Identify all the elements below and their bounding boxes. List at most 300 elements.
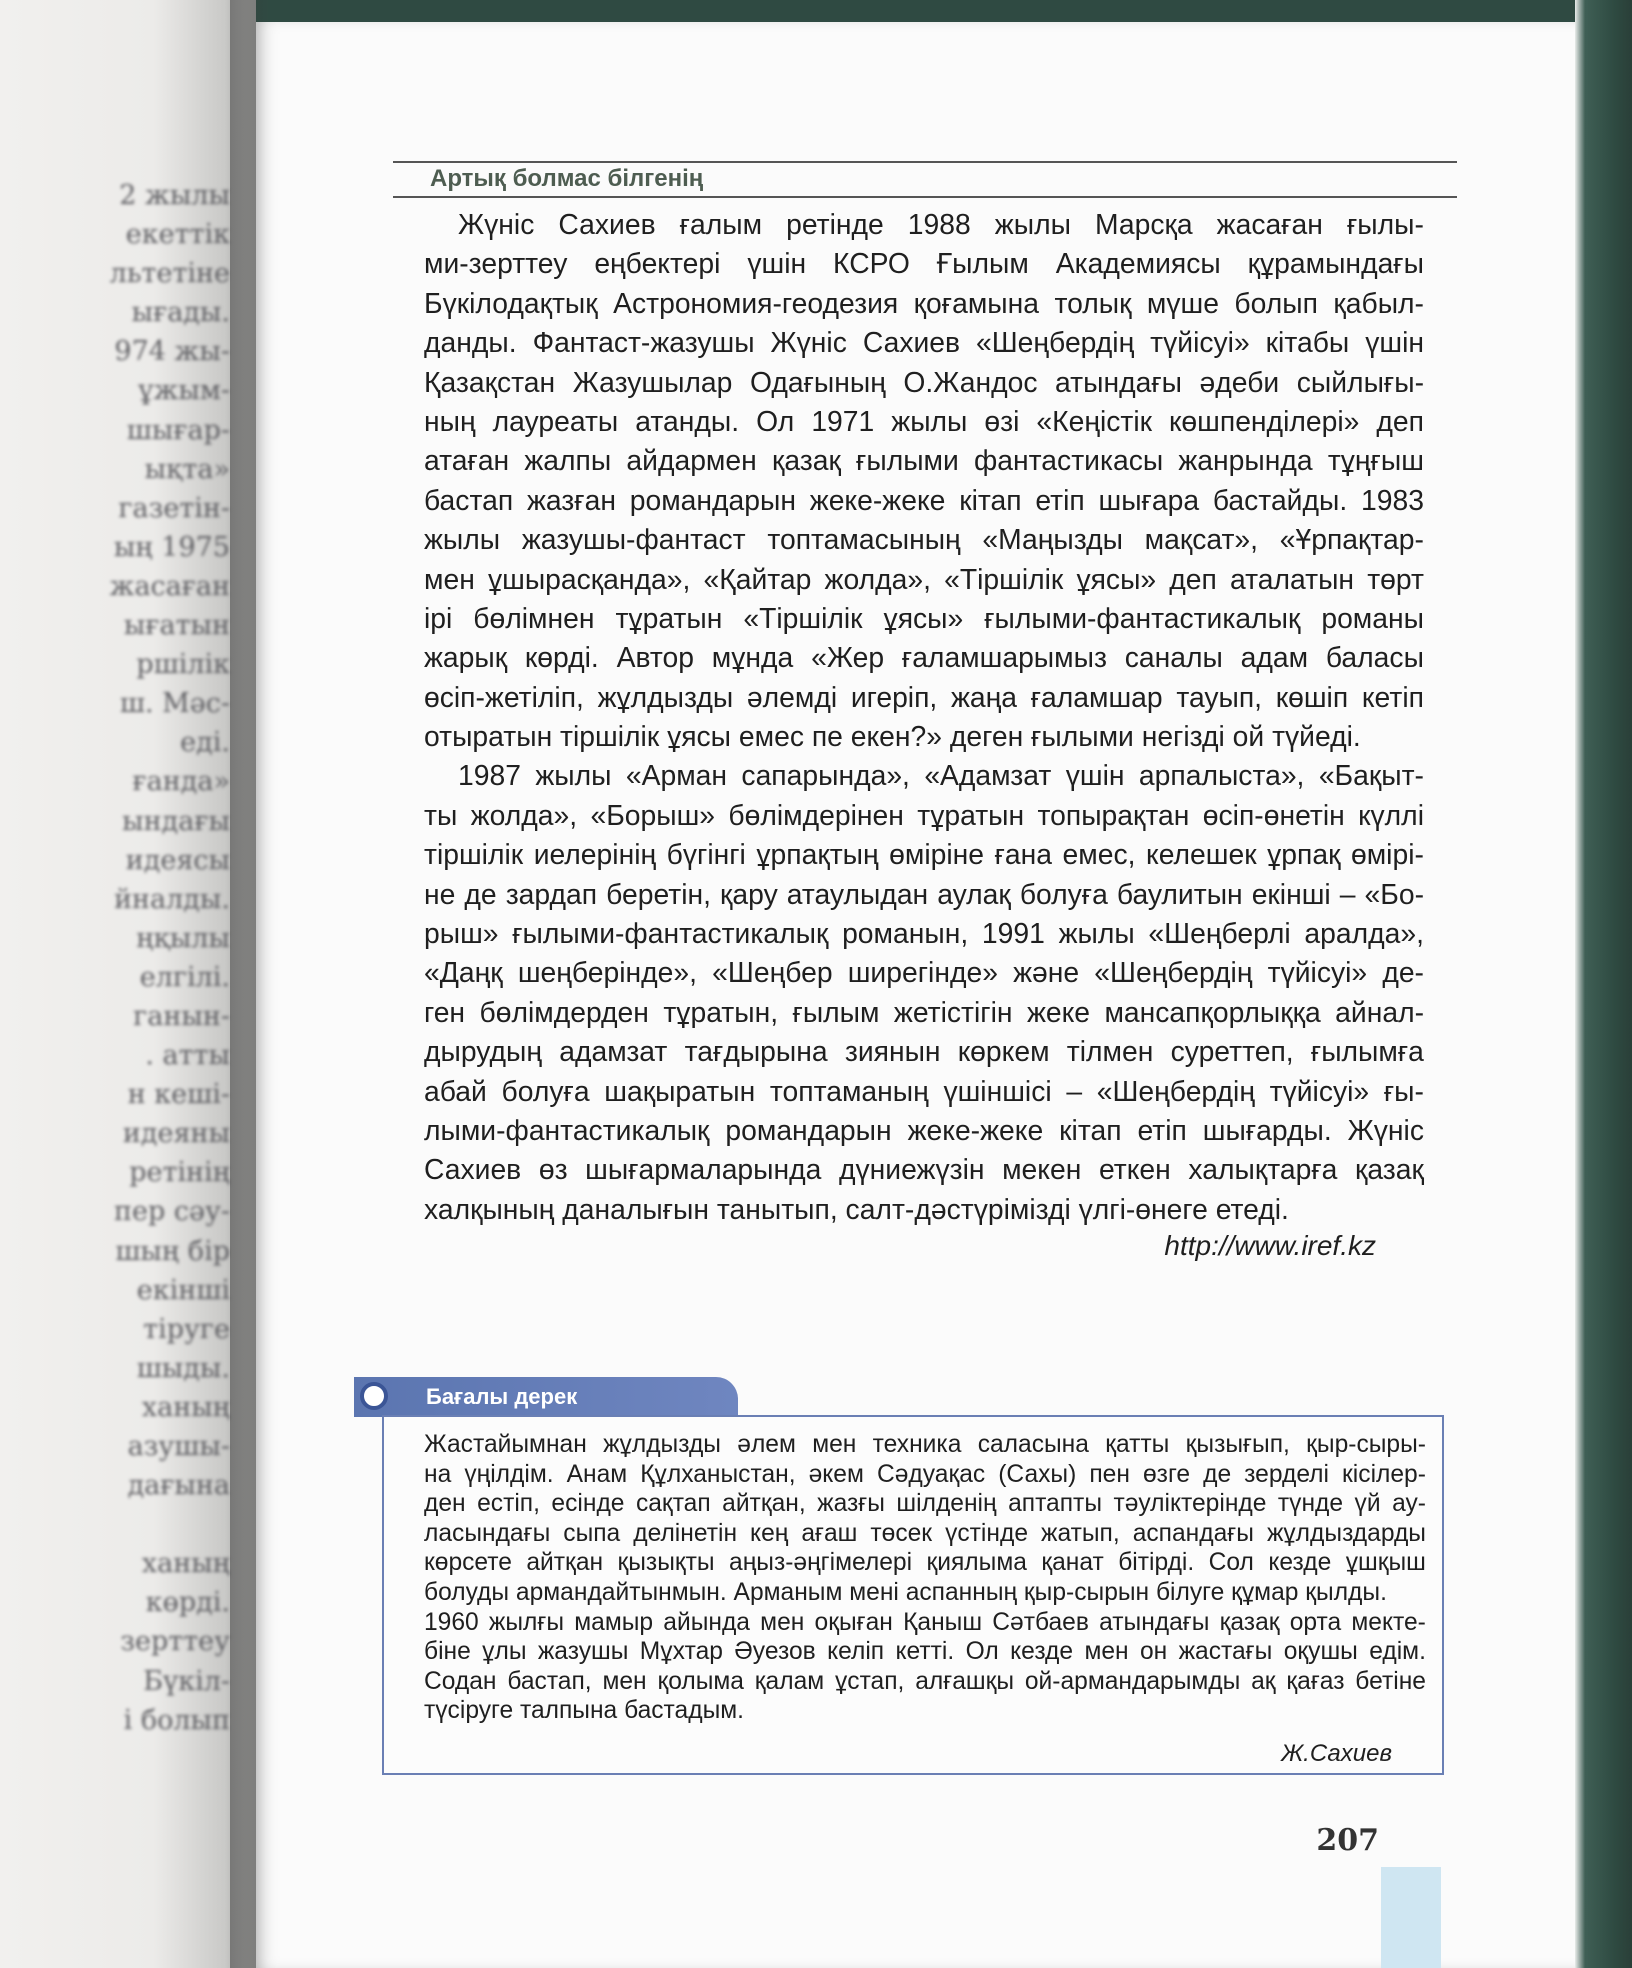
word: айтқан, — [722, 1490, 806, 1518]
word: жұлдыздарды — [1266, 1519, 1426, 1547]
word: жатып, — [1041, 1519, 1120, 1547]
word: үшіншісі — [943, 1074, 1052, 1107]
word: 1987 — [458, 759, 521, 792]
word: кітабы — [1265, 326, 1350, 359]
word: өміріне — [889, 838, 985, 871]
word: «Тіршілік — [944, 562, 1064, 595]
word: сыпа — [563, 1519, 621, 1547]
word: түсіруге талпына бастадым. — [424, 1697, 744, 1725]
word: иелерінің — [533, 838, 657, 871]
text-line — [424, 323, 1424, 362]
word: тұңғыш — [1327, 444, 1424, 477]
word: дүниежүзін — [839, 1153, 985, 1186]
page-color-tab — [1381, 1867, 1441, 1968]
text-line — [424, 205, 1424, 244]
word: «Борыш» — [590, 798, 716, 831]
word: зерделі — [1244, 1460, 1329, 1488]
word: жарық — [424, 641, 508, 674]
word: Әуезов — [734, 1638, 816, 1666]
word: қатты — [1105, 1431, 1170, 1458]
word: шығармаларында — [585, 1153, 822, 1186]
text-line — [424, 244, 1424, 283]
text-line — [424, 875, 1424, 914]
word: О.Жандос — [903, 365, 1038, 398]
word: тіршілік — [424, 838, 524, 871]
word: тұратын — [917, 798, 1025, 831]
word: «Қайтар — [703, 562, 812, 595]
word: Қаныш — [903, 1608, 983, 1636]
word: ұясы» — [883, 601, 964, 634]
text-line — [424, 1111, 1424, 1150]
word: «Жер — [811, 641, 885, 674]
word: мен — [1084, 1638, 1129, 1666]
word: өсіп-жетіліп, — [424, 680, 584, 713]
word: КСРО — [833, 247, 910, 280]
word: арпалыста», — [1138, 759, 1305, 792]
word: шығара — [1098, 483, 1200, 516]
word: болуға — [1019, 877, 1108, 910]
word: ағаш — [801, 1519, 858, 1547]
left-page-line: ханың — [141, 1391, 230, 1423]
text-line — [424, 796, 1424, 835]
word: қоғамына — [913, 286, 1040, 319]
word: сыйлығы- — [1296, 365, 1424, 398]
left-page-line: йналды. — [114, 883, 230, 915]
text-line — [424, 638, 1424, 677]
word: ұрпақтың — [756, 838, 879, 871]
word: ласындағы — [424, 1519, 551, 1547]
word: тауып, — [1176, 680, 1263, 713]
word: деп — [1169, 562, 1217, 595]
word: жетістігін — [893, 995, 1013, 1028]
word: атындағы — [1099, 1608, 1210, 1636]
word: – — [1066, 1074, 1083, 1107]
word: жұлдызды — [603, 1431, 721, 1458]
word: үңілдім. — [464, 1460, 554, 1488]
word: етіп — [1035, 483, 1085, 516]
word: «Даңқ — [424, 956, 503, 989]
word: жұлдызды — [597, 680, 734, 713]
word: шеңберінде», — [517, 956, 698, 989]
word: атанды. — [635, 404, 740, 437]
word: қазақ — [1355, 1153, 1424, 1186]
info-box-line — [424, 1608, 1426, 1638]
left-page-line: идеяны — [122, 1118, 230, 1150]
word: мен — [812, 1431, 857, 1458]
word: ой-армандарымды — [1024, 1667, 1241, 1695]
left-page-line: льтетіне — [109, 258, 230, 290]
word: келіп — [827, 1638, 885, 1666]
word: жазған — [526, 483, 616, 516]
text-line — [424, 284, 1424, 323]
word: романдарын — [725, 1113, 892, 1146]
word: данды. — [424, 326, 517, 359]
word: кітап — [1059, 1113, 1122, 1146]
word: қызығып, — [1185, 1431, 1290, 1458]
word: Сол — [1208, 1549, 1254, 1577]
word: пен — [1089, 1460, 1130, 1488]
left-page-line: дағына — [127, 1470, 230, 1502]
word: ұлы — [482, 1638, 527, 1666]
word: аптапты — [1008, 1490, 1102, 1518]
word: қабыл- — [1333, 286, 1424, 319]
word: «Шеңбердің — [1094, 956, 1253, 989]
word: қыр-сыры- — [1306, 1431, 1426, 1458]
word: мүше — [1146, 286, 1219, 319]
word: ақ — [1251, 1667, 1276, 1695]
word: делінетін — [633, 1519, 738, 1547]
word: ның — [424, 404, 476, 437]
word: ұрпақ — [1267, 838, 1341, 871]
word: аңыз-әңгімелері — [729, 1549, 913, 1577]
word: мен — [424, 562, 475, 595]
word: романын, — [842, 917, 969, 950]
word: ұясы» — [1076, 562, 1157, 595]
word: 1988 — [907, 208, 971, 240]
word: кетіп — [1361, 680, 1424, 713]
word: жазғы — [817, 1490, 885, 1518]
word: баласы — [1325, 641, 1424, 674]
word: бастап, — [507, 1667, 592, 1695]
word: еңбектері — [594, 247, 721, 280]
left-page-line: газетін- — [118, 492, 230, 524]
word: Анам — [566, 1460, 628, 1488]
word: Қазақстан — [424, 365, 556, 398]
left-page-line: елгілі. — [139, 961, 230, 993]
word: біне — [424, 1638, 471, 1666]
left-page-line: ганын- — [133, 1000, 230, 1032]
word: түнде — [1277, 1490, 1344, 1518]
word: үшін — [1065, 759, 1125, 792]
word: беретін, — [606, 877, 711, 910]
book-cover-right-edge — [1575, 0, 1632, 1968]
section-title: Артық болмас білгенің — [430, 165, 704, 192]
word: оқыған — [814, 1608, 893, 1636]
word: бастап — [424, 483, 514, 516]
text-line — [424, 599, 1424, 638]
word: (Сахы) — [998, 1460, 1077, 1488]
word: қалам — [754, 1667, 825, 1695]
word: үстінде — [945, 1519, 1029, 1547]
word: Жүніс — [770, 326, 847, 359]
word: үшін — [1365, 326, 1424, 359]
left-page-line: екеттік — [125, 219, 230, 251]
word: Жастайымнан — [424, 1431, 587, 1458]
word: бастайды. — [1212, 483, 1348, 516]
word: не — [424, 877, 456, 910]
word: адамзат — [559, 1035, 668, 1068]
word: зардап — [505, 877, 598, 910]
word: ғаламшар — [1030, 680, 1163, 713]
word: көрді. — [524, 641, 599, 674]
word: Ол — [965, 1638, 999, 1666]
word: ұшырасқанда», — [487, 562, 691, 595]
info-box-author: Ж.Сахиев — [1281, 1740, 1392, 1767]
text-line — [424, 402, 1424, 441]
word: «Шеңбердің — [1096, 1074, 1255, 1107]
word: айтқан — [526, 1549, 604, 1577]
word: шілденің — [896, 1490, 997, 1518]
word: мен — [602, 1667, 647, 1695]
word: топтаманың — [769, 1074, 929, 1107]
word: жеке-жеке — [907, 1113, 1044, 1146]
word: 1960 — [424, 1608, 479, 1636]
text-line — [424, 678, 1424, 717]
word: бөлімдерінен — [728, 798, 904, 831]
word: кезде — [1010, 1638, 1074, 1666]
word: көркем — [957, 1035, 1050, 1068]
word: адам — [1240, 641, 1309, 674]
word: Мұхтар — [639, 1638, 723, 1666]
word: Сәдуақас — [876, 1460, 986, 1488]
word: Құлханыстан, — [640, 1460, 796, 1488]
text-line — [424, 1072, 1424, 1111]
left-page-line: пер сәу- — [114, 1196, 230, 1228]
word: деп — [1376, 404, 1424, 437]
text-line — [424, 1032, 1424, 1071]
word: суреттеп, — [1170, 1035, 1294, 1068]
word: кетті. — [895, 1638, 955, 1666]
word: «Адамзат — [924, 759, 1052, 792]
info-box-line — [424, 1460, 1426, 1490]
page-number: 207 — [1316, 1823, 1379, 1858]
word: романдарын — [629, 483, 796, 516]
word: он — [1139, 1638, 1168, 1666]
word: Автор — [616, 641, 694, 674]
info-box-line — [424, 1637, 1426, 1667]
word: бөлімнен — [473, 601, 595, 634]
word: үй — [1354, 1490, 1381, 1518]
word: кісілер- — [1342, 1460, 1426, 1488]
word: күллі — [1358, 798, 1424, 831]
left-page-line: Бүкіл- — [143, 1665, 230, 1697]
word: мекен — [1002, 1153, 1082, 1186]
word: едім. — [1369, 1638, 1426, 1666]
word: қызықты — [617, 1549, 715, 1577]
word: кезде — [1268, 1549, 1332, 1577]
word: отыратын тіршілік ұясы емес пе екен?» деген ғылыми негізді ой түйеді. — [424, 720, 1361, 753]
word: ген — [424, 995, 466, 1028]
info-box-bullet-icon — [360, 1382, 388, 1410]
word: жазушы — [537, 1638, 629, 1666]
text-line — [424, 1190, 1424, 1229]
word: жылы — [891, 404, 968, 437]
word: техника — [872, 1431, 962, 1458]
text-line — [424, 520, 1424, 559]
word: шақыратын — [604, 1074, 756, 1107]
right-page — [256, 22, 1575, 1968]
word: Содан — [424, 1667, 497, 1695]
word: баулитын — [1116, 877, 1243, 910]
word: де — [464, 877, 497, 910]
text-line — [424, 481, 1424, 520]
word: Сәтбаев — [992, 1608, 1089, 1636]
left-page-line: еді. — [180, 727, 230, 759]
word: фантастикасы — [974, 444, 1164, 477]
word: Ғылым — [936, 247, 1029, 280]
word: тілмен — [1066, 1035, 1154, 1068]
word: лыми-фантастикалық — [424, 1113, 710, 1146]
word: келешек — [1146, 838, 1257, 871]
word: жеке — [1026, 995, 1091, 1028]
word: рыш» — [424, 917, 499, 950]
word: айында — [663, 1608, 750, 1636]
word: үшін — [747, 247, 807, 280]
word: мұнда — [711, 641, 794, 674]
word: топырақтан — [1037, 798, 1190, 831]
word: еткен — [1098, 1153, 1171, 1186]
word: Жазушылар — [572, 365, 733, 398]
left-page-line: көрді. — [145, 1587, 230, 1619]
info-box-title: Бағалы дерек — [426, 1384, 578, 1409]
word: жылы — [994, 208, 1071, 240]
word: Жүніс — [458, 208, 535, 240]
word: ми-зерттеу — [424, 247, 568, 280]
word: ғалым — [679, 208, 763, 240]
left-page-line: тіруге — [143, 1313, 230, 1345]
word: атаған — [424, 444, 510, 477]
word: ғылымға — [1310, 1035, 1424, 1068]
main-paragraphs — [424, 205, 1424, 1229]
word: ғана — [994, 838, 1053, 871]
word: романы — [1321, 601, 1424, 634]
left-page-line: ұжым- — [138, 375, 230, 407]
word: екінші — [1251, 877, 1331, 910]
word: зиянын — [844, 1035, 941, 1068]
word: қазақ — [1219, 1608, 1280, 1636]
left-page-line: . атты — [145, 1040, 230, 1072]
word: жасаған — [1216, 208, 1323, 240]
word: жолда», — [824, 562, 931, 595]
word: «Ұрпақтар- — [1279, 523, 1424, 556]
word: орта — [1289, 1608, 1342, 1636]
word: ғылы- — [1346, 208, 1424, 240]
word: қиялыма — [926, 1549, 1027, 1577]
word: атаулыдан — [786, 877, 929, 910]
left-page-line: ретінің — [129, 1157, 230, 1189]
left-page-line: ығады. — [131, 297, 230, 329]
word: ғаламшарымыз — [901, 641, 1107, 674]
word: Ол — [756, 404, 795, 437]
word: тұратын — [615, 601, 723, 634]
info-box-line — [424, 1548, 1426, 1578]
left-page-line: шыды. — [136, 1352, 230, 1384]
word: естіп, — [477, 1490, 540, 1518]
word: Одағының — [749, 365, 886, 398]
word: кітап — [959, 483, 1022, 516]
word: Сахиев — [558, 208, 656, 240]
word: «Шеңбер — [712, 956, 833, 989]
word: бөлімдерден — [479, 995, 649, 1028]
word: мен — [760, 1608, 805, 1636]
word: жалпы — [524, 444, 612, 477]
word: болуға — [501, 1074, 590, 1107]
word: 1991 — [981, 917, 1045, 950]
word: ұстап, — [834, 1667, 905, 1695]
left-page-line: 974 жы- — [114, 336, 230, 368]
word: қанат — [1041, 1549, 1104, 1577]
word: тәуліктерінде — [1113, 1490, 1267, 1518]
word: жылы — [1058, 917, 1135, 950]
word: бүгінгі — [666, 838, 746, 871]
word: өзге — [1142, 1460, 1191, 1488]
word: аулақ — [937, 877, 1011, 910]
word: құрамындағы — [1247, 247, 1424, 280]
word: тұратын, — [663, 995, 779, 1028]
left-page-line: ғанда» — [132, 766, 230, 798]
word: шығарды. — [1202, 1113, 1332, 1146]
word: жолда», — [470, 798, 578, 831]
word: түйісуі» — [1269, 1074, 1370, 1107]
word: тағдырына — [684, 1035, 828, 1068]
source-link[interactable]: http://www.iref.kz — [1164, 1230, 1376, 1261]
text-line — [424, 953, 1424, 992]
word: жаңа — [950, 680, 1017, 713]
word: де- — [1382, 956, 1424, 989]
word: халқының даналығын танытып, салт-дәстүрімізді үлгі-өнеге етеді. — [424, 1192, 1289, 1225]
left-page-line: ханың — [141, 1548, 230, 1580]
word: мекте- — [1351, 1608, 1426, 1636]
word: жазушы-фантаст — [521, 523, 746, 556]
left-page-line: шығар- — [126, 414, 230, 446]
left-page-line: ың 1975 — [113, 531, 230, 563]
left-page-line: ығатын — [123, 610, 230, 642]
word: қолыма — [657, 1667, 744, 1695]
word: аспандағы — [1132, 1519, 1254, 1547]
word: әлем — [737, 1431, 796, 1458]
word: көшпенділері» — [1169, 404, 1360, 437]
word: «Кеңістік — [1036, 404, 1153, 437]
word: ширегінде» — [847, 956, 998, 989]
text-line — [424, 1150, 1424, 1189]
word: – — [1339, 877, 1356, 910]
text-line — [424, 993, 1424, 1032]
word: ден — [424, 1490, 466, 1518]
left-page-line: екінші — [136, 1274, 230, 1306]
left-page-line: ықта» — [144, 453, 230, 485]
word: «Шеңбердің — [976, 326, 1135, 359]
word: әлемді — [746, 680, 838, 713]
word: Сахиев — [424, 1153, 522, 1186]
word: сапарында», — [741, 759, 910, 792]
word: өзі — [984, 404, 1020, 437]
word: саналы — [1124, 641, 1223, 674]
word: өмірі- — [1350, 838, 1424, 871]
word: 1971 — [811, 404, 875, 437]
word: «Арман — [625, 759, 728, 792]
word: ғы- — [1383, 1074, 1424, 1107]
left-facing-page — [0, 0, 256, 1968]
word: жылы — [424, 523, 501, 556]
left-page-line: ңқылы — [136, 922, 230, 954]
word: жылы — [535, 759, 612, 792]
info-box-line — [424, 1696, 1426, 1726]
word: 1983 — [1360, 483, 1424, 516]
word: етіп — [1137, 1113, 1187, 1146]
word: төсек — [870, 1519, 933, 1547]
word: жылғы — [488, 1608, 565, 1636]
word: түйісуі» — [1267, 956, 1368, 989]
word: «Маңызды — [982, 523, 1123, 556]
left-page-line: азушы- — [127, 1431, 230, 1462]
word: ғылыми-фантастикалық — [984, 601, 1301, 634]
word: толық — [1054, 286, 1132, 319]
word: дырудың — [424, 1035, 542, 1068]
word: ірі — [424, 601, 453, 634]
left-page-line: ш. Мәс- — [119, 688, 230, 720]
word: айдармен — [626, 444, 757, 477]
left-page-line: жасаған — [109, 570, 230, 602]
